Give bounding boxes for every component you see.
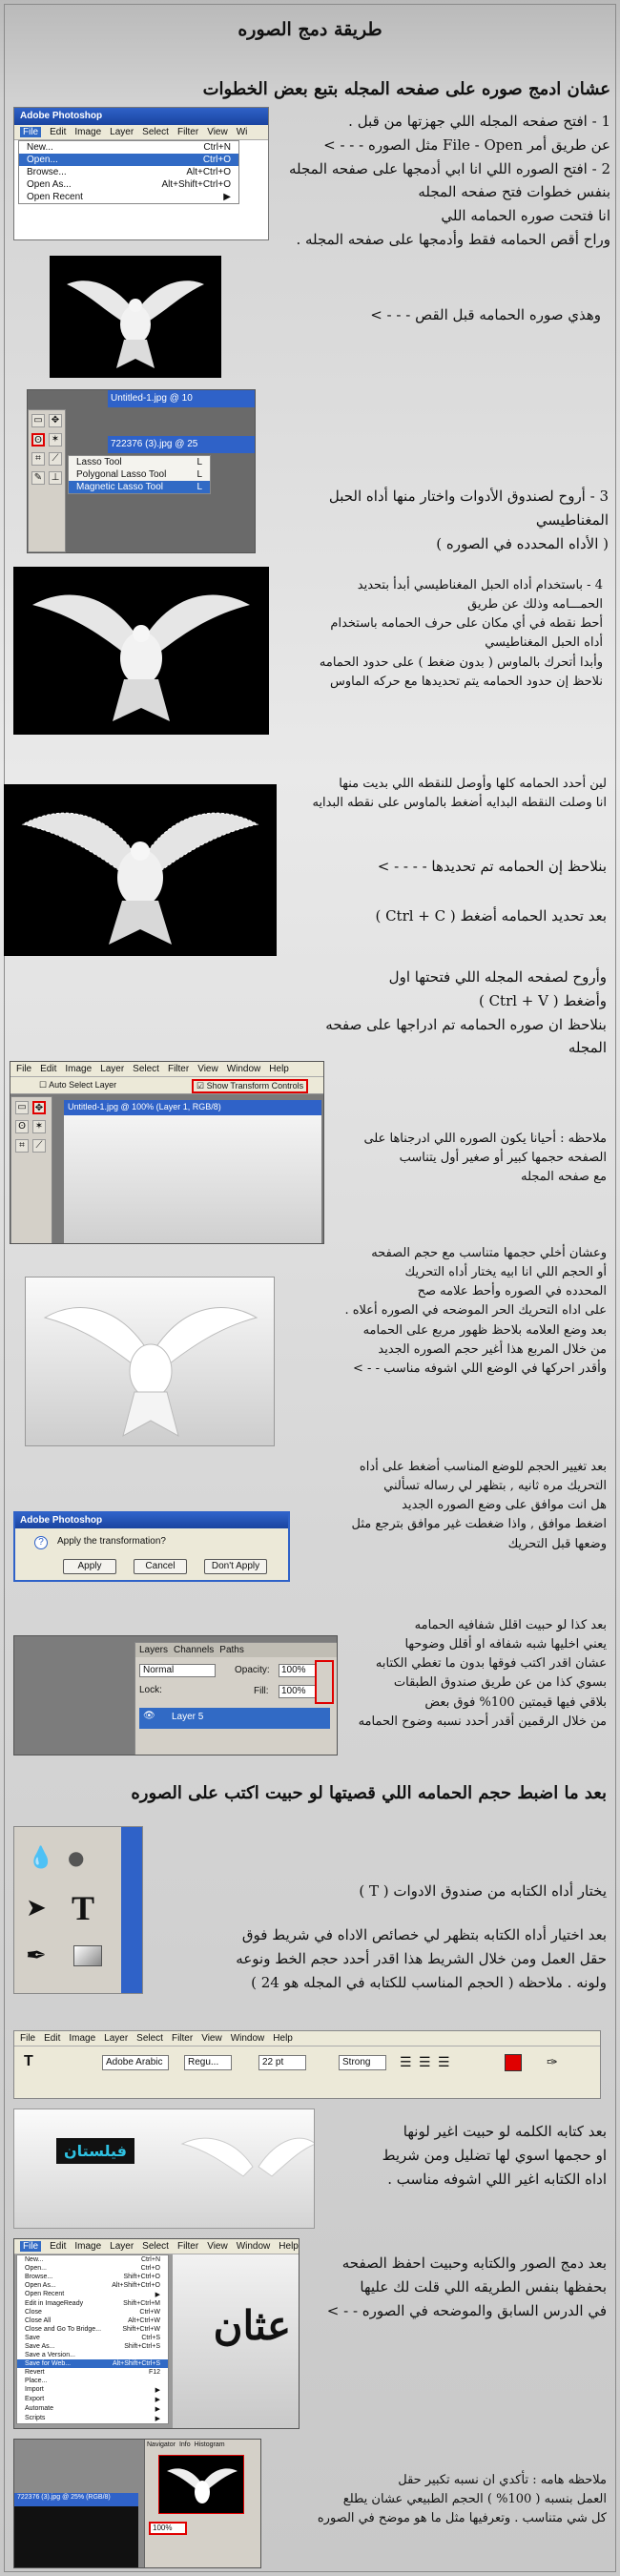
aa-select[interactable]: Strong — [339, 2055, 386, 2070]
show-transform-checkbox[interactable]: ☑ Show Transform Controls — [192, 1079, 308, 1093]
show-transform-label: Show Transform Controls — [206, 1081, 304, 1091]
copy-note: بعد تحديد الحمامه أضغط ( Ctrl + C ) — [375, 907, 607, 924]
step2-line: 2 - افتح الصوره اللي انا ابي أدمجها على صفحه المجله — [288, 159, 610, 177]
opacity-input[interactable]: 100% — [279, 1664, 317, 1677]
resize-line: المحدده في الصوره وأحط علامه صح — [417, 1284, 607, 1299]
zoom-input[interactable]: 100% — [149, 2522, 187, 2535]
dove-image — [159, 2456, 245, 2515]
step4b-line: لين أحدد الحمامه كلها وأوصل للنقطه اللي بديت منها — [339, 777, 607, 791]
menu-item-label: Open Recent — [27, 192, 83, 202]
menu-item[interactable] — [17, 2368, 168, 2377]
color-note — [320, 2120, 607, 2191]
resize-note — [282, 1244, 607, 1379]
dove-image — [13, 567, 269, 735]
lock-label: Lock: — [139, 1685, 162, 1695]
app-titlebar: Adobe Photoshop — [14, 108, 268, 125]
menu-file[interactable]: File — [16, 1064, 32, 1074]
opacity-note — [340, 1616, 607, 1732]
menu-item-label: Magnetic Lasso Tool — [76, 482, 163, 492]
opacity-line: يعني اخليها شبه شفافه او أقلل وضوحها — [404, 1637, 607, 1652]
menu-help[interactable]: Help — [273, 2033, 293, 2044]
menu-item-label: Close — [25, 2309, 42, 2316]
step4-line: نلاحظ إن حدود الحمامه يتم تحديدها مع حركه الماوس — [330, 674, 603, 689]
brush-tool-icon[interactable]: ✎ — [31, 471, 45, 485]
opacity-line: بعد كذا لو حبيت اقلل شفافيه الحمامه — [414, 1618, 607, 1632]
save-line: في الدرس السابق والموضحه في الصوره - - > — [326, 2301, 607, 2319]
font-size-select[interactable]: 22 pt — [258, 2055, 306, 2070]
dove-selecting-image — [13, 567, 269, 735]
fill-label: Fill: — [254, 1686, 269, 1696]
type-options-bar — [14, 2048, 601, 2077]
menu-item[interactable] — [17, 2377, 168, 2385]
menu-edit[interactable]: Edit — [50, 127, 67, 137]
menu-view[interactable]: View — [201, 2033, 222, 2044]
doc-canvas — [173, 2254, 300, 2429]
apply-line: التحريك مره ثانيه , بتظهر لي رساله تسألني — [383, 1479, 607, 1494]
menu-item-shortcut: ▶ — [155, 2406, 160, 2413]
menu-item[interactable] — [17, 2414, 168, 2423]
paste-note — [282, 966, 607, 1060]
menu-item-shortcut: Alt+Shift+Ctrl+O — [112, 2282, 160, 2289]
blend-mode-select[interactable]: Normal — [139, 1664, 216, 1677]
file-dropdown — [16, 2254, 169, 2424]
menu-item[interactable] — [19, 166, 238, 178]
align-right-icon[interactable]: ☰ — [438, 2054, 450, 2069]
menu-item-label: Save As... — [25, 2343, 55, 2350]
menu-item-label: Open... — [27, 155, 58, 165]
text-toolbar-screenshot — [13, 2030, 601, 2099]
menu-item-label: New... — [25, 2256, 44, 2263]
tab-info[interactable]: Info — [178, 2441, 191, 2448]
menu-item[interactable] — [17, 2264, 168, 2273]
warp-text-icon[interactable]: ✑ — [547, 2054, 558, 2069]
menubar — [14, 2031, 600, 2046]
menu-item-label: Automate — [25, 2405, 53, 2412]
menu-item-label: New... — [27, 142, 53, 153]
big-word: عثان — [213, 2302, 291, 2349]
lasso-screenshot — [27, 389, 256, 553]
menubar — [14, 125, 268, 140]
tip-line: ملاحظه : أحيانا يكون الصوره اللي ادرجناها على — [363, 1132, 607, 1146]
menu-item-label: Open As... — [25, 2282, 56, 2289]
apply-button[interactable]: Apply — [63, 1559, 116, 1574]
file-dropdown — [18, 140, 239, 204]
menu-item[interactable] — [69, 468, 210, 481]
text-options-note — [38, 1923, 607, 1994]
menu-item-label: Revert — [25, 2369, 45, 2376]
paste-line: وأروح لصفحه المجله اللي فتحتها اول — [388, 968, 607, 986]
menu-item-label: Scripts — [25, 2415, 46, 2421]
step4-line: 4 - باستخدام أداه الحبل المغناطيسي أبدأ بتحديد — [357, 578, 603, 592]
menu-item[interactable] — [19, 141, 238, 154]
page-title: طريقة دمج الصوره — [238, 19, 382, 40]
opacity-highlight — [315, 1660, 334, 1704]
dialog-title: Adobe Photoshop — [15, 1513, 288, 1528]
marquee-tool-icon[interactable]: ▭ — [15, 1101, 29, 1114]
dove-transform-image — [25, 1277, 275, 1446]
menu-layer[interactable]: Layer — [100, 1064, 125, 1074]
apply-dialog — [13, 1511, 290, 1582]
menu-item-label: Edit in ImageReady — [25, 2300, 84, 2307]
pointer-tool-icon[interactable]: ➤ — [26, 1894, 47, 1922]
menu-item[interactable] — [17, 2351, 168, 2359]
menu-view[interactable]: View — [207, 127, 228, 137]
step3-line: 3 - أروح لصندوق الأدوات واختار منها أداه الحبل المغناطيسي — [328, 488, 609, 529]
auto-select-label: Auto Select Layer — [49, 1080, 117, 1090]
layer-row[interactable] — [139, 1708, 330, 1729]
menu-item[interactable] — [17, 2273, 168, 2281]
opacity-line: بسوي كذا من عن طريق صندوق الطبقات — [393, 1675, 607, 1691]
dove-image — [4, 784, 277, 956]
step4-line: أداه الحبل المغناطيسي — [485, 635, 603, 651]
font-family-select[interactable]: Adobe Arabic — [102, 2055, 169, 2070]
menu-select[interactable]: Select — [142, 2241, 169, 2252]
final-line: ملاحظه هامه : تأكدي ان نسبه تكبير حقل — [398, 2473, 607, 2487]
menu-item-shortcut: ▶ — [155, 2292, 160, 2298]
font-style-select[interactable]: Regu... — [184, 2055, 232, 2070]
menu-item-label: Close All — [25, 2317, 52, 2324]
text-color-swatch[interactable] — [505, 2054, 522, 2071]
apply-line: اضغط موافق , واذا ضغطت غير موافق بترجع مثل — [351, 1517, 607, 1532]
tab-paths[interactable]: Paths — [219, 1645, 244, 1655]
menu-item[interactable] — [69, 481, 210, 493]
menu-item-label: Open Recent — [25, 2291, 65, 2297]
menu-item-label: Save a Version... — [25, 2352, 75, 2358]
menu-item-shortcut: Shift+Ctrl+S — [124, 2343, 160, 2350]
menu-item[interactable] — [17, 2325, 168, 2334]
dove-selected-image — [4, 784, 277, 956]
menu-item[interactable] — [17, 2308, 168, 2316]
align-center-icon[interactable]: ☰ — [419, 2054, 431, 2069]
marquee-tool-icon[interactable]: ▭ — [31, 414, 45, 427]
options-bar — [10, 1077, 323, 1094]
menu-item-shortcut: Ctrl+W — [139, 2309, 160, 2316]
menu-item-shortcut: ▶ — [155, 2416, 160, 2422]
dove-before-cut-text: وهذي صوره الحمامه قبل القص - - - > — [370, 306, 601, 323]
menu-item[interactable] — [19, 191, 238, 203]
menu-filter[interactable]: Filter — [176, 2241, 199, 2252]
menu-layer[interactable]: Layer — [110, 127, 134, 137]
align-left-icon[interactable]: ☰ — [400, 2054, 412, 2069]
navigator-panel — [144, 2440, 261, 2568]
dove-original-image — [50, 256, 221, 378]
menu-item-shortcut: L — [196, 457, 202, 467]
resize-line: أو الحجم اللي انا ابيه يختار أداه التحريك — [404, 1265, 607, 1280]
menu-select[interactable]: Select — [133, 1064, 159, 1074]
lasso-flyout — [68, 455, 211, 494]
tab-layers[interactable]: Layers — [139, 1645, 169, 1655]
menu-edit[interactable]: Edit — [40, 1064, 57, 1074]
doc-title: 722376 (3).jpg @ 25 — [108, 436, 256, 453]
menu-item-label: Browse... — [25, 2274, 53, 2280]
menu-layer[interactable]: Layer — [110, 2241, 134, 2252]
menu-item-shortcut: Ctrl+N — [203, 142, 231, 153]
apply-line: بعد تغيير الحجم للوضع المناسب أضغط على أداه — [359, 1460, 607, 1474]
menu-item[interactable] — [17, 2255, 168, 2264]
layers-tabs — [135, 1643, 338, 1657]
color-line: او حجمها اسوي لها تضليل ومن شريط — [382, 2146, 607, 2164]
type-tool-icon[interactable]: T — [24, 2053, 33, 2069]
dove-image — [14, 2109, 315, 2229]
eye-icon[interactable]: 👁 — [143, 1711, 155, 1721]
menu-item[interactable] — [19, 178, 238, 191]
menu-item-label: Lasso Tool — [76, 457, 122, 467]
opacity-line: من خلال الرقمين أقدر أحدد نسبه وضوح الحمامه — [358, 1714, 607, 1729]
step1-line: عن طريق أمر File - Open مثل الصوره - - - > — [323, 135, 610, 154]
step4b-text — [282, 775, 607, 813]
apply-line: وضعها قبل التحريك — [507, 1536, 607, 1551]
menu-image[interactable]: Image — [69, 2033, 96, 2044]
menu-window[interactable]: Window — [236, 2241, 271, 2252]
menu-filter[interactable]: Filter — [167, 1064, 190, 1074]
menu-window[interactable]: Window — [230, 2033, 265, 2044]
step2-line: وراح أقص الحمامه فقط وأدمجها على صفحه المجله . — [296, 230, 610, 248]
menu-item-label: Save — [25, 2335, 40, 2341]
menu-item[interactable] — [69, 456, 210, 468]
tab-channels[interactable]: Channels — [174, 1645, 215, 1655]
tip-note — [330, 1130, 607, 1187]
move-tool-icon[interactable]: ✥ — [32, 1101, 46, 1114]
cancel-button[interactable]: Cancel — [134, 1559, 187, 1574]
step4b-line: انا وصلت النقطه البدايه أضغط بالماوس على نقطه البدايه — [312, 796, 607, 811]
menu-item-shortcut: L — [196, 482, 202, 492]
final-note — [267, 2471, 607, 2528]
menu-item[interactable] — [17, 2342, 168, 2351]
zoom-screenshot — [13, 2439, 261, 2568]
step3-text — [265, 485, 609, 555]
menu-layer[interactable]: Layer — [104, 2033, 129, 2044]
tab-navigator[interactable]: Navigator — [147, 2441, 176, 2448]
menu-item-label: Polygonal Lasso Tool — [76, 469, 167, 480]
step4-line: الحمـــامه وذلك عن طريق — [467, 597, 603, 613]
menu-item-shortcut: Shift+Ctrl+W — [122, 2326, 160, 2333]
menu-select[interactable]: Select — [136, 2033, 163, 2044]
text-tool-note: يختار أداه الكتابه من صندوق الادوات ( T ) — [359, 1882, 607, 1900]
crop-tool-icon[interactable]: ⌗ — [15, 1139, 29, 1153]
menu-item-shortcut: Ctrl+O — [140, 2265, 160, 2272]
menu-file[interactable]: File — [20, 127, 41, 137]
step4-text — [279, 576, 603, 692]
text-options-line: ولونه . ملاحظه ( الحجم المناسب للكتابه في المجله هو 24 ) — [251, 1973, 607, 1991]
pen-tool-icon[interactable]: ✒ — [26, 1942, 47, 1970]
menu-select[interactable]: Select — [142, 127, 169, 137]
lasso-tool-icon[interactable]: ʘ — [15, 1120, 29, 1133]
menu-item[interactable] — [17, 2395, 168, 2404]
menu-window[interactable]: Window — [226, 1064, 261, 1074]
save-line: بعد دمج الصور والكتابه وحبيت احفظ الصفحه — [341, 2254, 607, 2272]
step1-line: 1 - افتح صفحه المجله اللي جهزتها من قبل . — [348, 113, 610, 130]
menu-item[interactable] — [17, 2316, 168, 2325]
menu-item-shortcut: L — [196, 469, 202, 480]
menu-image[interactable]: Image — [74, 2241, 102, 2252]
menu-item-shortcut: Shift+Ctrl+M — [123, 2300, 160, 2307]
tab-histogram[interactable]: Histogram — [194, 2441, 225, 2448]
apply-note — [296, 1458, 607, 1554]
auto-select-checkbox[interactable]: ☐ Auto Select Layer — [39, 1080, 117, 1090]
color-line: اداه الكتابه اغير اللي اشوفه مناسب . — [387, 2170, 607, 2188]
opacity-label: Opacity: — [235, 1665, 270, 1675]
menu-view[interactable]: View — [197, 1064, 218, 1074]
text-options-line: حقل العمل ومن خلال الشريط هذا اقدر أحدد حجم الخط ونوعه — [236, 1949, 607, 1967]
dont-apply-button[interactable]: Don't Apply — [204, 1559, 267, 1574]
paste-line: المجله — [568, 1039, 607, 1057]
menu-item[interactable] — [17, 2299, 168, 2308]
menu-item-label: Place... — [25, 2378, 48, 2384]
menu-item-shortcut: Shift+Ctrl+O — [123, 2274, 160, 2280]
resize-line: بعد وضع العلامه بلاحظ ظهور مربع على الحمامه — [362, 1322, 607, 1338]
bg-doc-title: Untitled-1.jpg @ 10 — [108, 390, 256, 407]
type-tool-icon[interactable]: T — [72, 1889, 95, 1927]
dialog-message: Apply the transformation? — [57, 1536, 166, 1547]
slice-tool-icon[interactable]: ⟋ — [32, 1139, 46, 1153]
doc-canvas — [64, 1115, 321, 1244]
menu-item-label: Open... — [25, 2265, 47, 2272]
paste-line: بنلاحظ ان صوره الحمامه تم ادراجها على صفحه — [325, 1015, 607, 1033]
write-heading: بعد ما اضبط حجم الحمامه اللي قصيتها لو حبيت اكتب على الصوره — [131, 1783, 607, 1803]
final-line: العمل بنسبه ( 100% ) الحجم الطبيعي عشان يطلع — [342, 2492, 607, 2507]
menu-item[interactable] — [19, 154, 238, 166]
menu-wi[interactable]: Wi — [236, 127, 248, 137]
opacity-line: بلاقي فيها قيمتين 100% فوق بعض — [424, 1694, 607, 1710]
step2-line: بنفس خطوات فتح صفحه المجله — [418, 183, 610, 201]
save-menu-screenshot — [13, 2238, 300, 2429]
color-line: بعد كتابه الكلمه لو حبيت اغير لونها — [403, 2123, 607, 2140]
menu-item-shortcut: Ctrl+N — [140, 2256, 160, 2263]
menu-item-label: Import — [25, 2386, 44, 2393]
selected-note: بنلاحظ إن الحمامه تم تحديدها - - - - > — [377, 858, 607, 875]
resize-line: على اداه التحريك الحر الموضحه في الصوره أعلاه . — [344, 1303, 607, 1319]
layers-screenshot — [13, 1635, 338, 1755]
crop-tool-icon[interactable]: ⌗ — [31, 452, 45, 466]
resize-line: وأقدر احركها في الوضع اللي اشوفه مناسب - - > — [353, 1361, 607, 1376]
menu-item-shortcut: Alt+Ctrl+W — [128, 2317, 160, 2324]
dove-image — [50, 256, 221, 378]
menu-item-label: Save for Web... — [25, 2360, 72, 2367]
lasso-tool-icon[interactable]: ʘ — [31, 433, 45, 447]
question-icon: ? — [34, 1536, 48, 1549]
menubar — [14, 2239, 299, 2254]
menu-help[interactable]: Help — [279, 2241, 299, 2252]
file-menu-screenshot — [13, 107, 269, 240]
menu-item[interactable] — [17, 2334, 168, 2342]
move-tool-screenshot — [10, 1061, 324, 1244]
menu-file[interactable]: File — [20, 2033, 36, 2044]
menu-item[interactable] — [17, 2404, 168, 2414]
menubar — [10, 1062, 323, 1077]
resize-line: وعشان أخلي حجمها متناسب مع حجم الصفحه — [371, 1246, 607, 1260]
text-options-line: بعد اختيار أداه الكتابه بتظهر لي خصائص الاداه في شريط فوق — [241, 1926, 607, 1943]
final-line: كل شي متناسب . وتعرفيها مثل ما هو موضح في الصوره — [317, 2511, 607, 2526]
menu-item-label: Open As... — [27, 179, 72, 190]
sample-word: فيلستان — [56, 2138, 134, 2164]
menu-item-shortcut: Ctrl+S — [141, 2335, 160, 2341]
menu-edit[interactable]: Edit — [50, 2241, 67, 2252]
slice-tool-icon[interactable]: ⟋ — [49, 452, 62, 466]
menu-file[interactable]: File — [20, 2241, 41, 2252]
menu-filter[interactable]: Filter — [176, 127, 199, 137]
step4-line: أحط نقطه في أي مكان على حرف الحمامه باستخدام — [330, 616, 603, 632]
wand-tool-icon[interactable]: ✶ — [32, 1120, 46, 1133]
save-line: بحفظها بنفس الطريقه اللي قلت لك عليها — [360, 2277, 607, 2296]
doc-title: 722376 (3).jpg @ 25% (RGB/8) — [14, 2493, 138, 2506]
sample-text-canvas — [13, 2109, 315, 2229]
step3-line: ( الأداه المحدده في الصوره ) — [436, 534, 609, 552]
step1-text — [277, 110, 610, 252]
menu-item-shortcut: ▶ — [223, 192, 231, 202]
step4-line: وأبدا أتحرك بالماوس ( بدون ضغط ) على حدود الحمامه — [319, 654, 603, 670]
drop-icon[interactable]: 💧 — [28, 1846, 54, 1870]
step2-line: انا فتحت صوره الحمامه اللي — [441, 207, 610, 224]
menu-item-label: Export — [25, 2396, 45, 2402]
tip-line: الصفحه حجمها كبير أو صغير أول يتناسب — [399, 1151, 607, 1166]
menu-item-shortcut: ▶ — [155, 2387, 160, 2394]
menu-item-shortcut: ▶ — [155, 2397, 160, 2403]
menu-item-shortcut: F12 — [148, 2369, 160, 2376]
menu-item-label: Browse... — [27, 167, 67, 177]
tip-line: مع صفحه المجله — [521, 1170, 607, 1185]
move-tool-icon[interactable]: ✥ — [49, 414, 62, 427]
menu-edit[interactable]: Edit — [44, 2033, 61, 2044]
menu-item-shortcut: Alt+Shift+Ctrl+S — [113, 2360, 160, 2367]
navigator-preview — [158, 2455, 244, 2514]
menu-image[interactable]: Image — [65, 1064, 93, 1074]
toolbox — [10, 1096, 52, 1244]
menu-item[interactable] — [17, 2290, 168, 2299]
menu-item-shortcut: Ctrl+O — [202, 155, 231, 165]
paste-line: وأضغط ( Ctrl + V ) — [478, 991, 607, 1009]
smudge-icon[interactable]: ● — [68, 1846, 85, 1869]
toolbox — [28, 409, 66, 552]
save-note — [305, 2252, 607, 2322]
menu-filter[interactable]: Filter — [171, 2033, 194, 2044]
menu-item-shortcut: Alt+Shift+Ctrl+O — [161, 179, 231, 190]
menu-item[interactable] — [17, 2359, 168, 2368]
fill-input[interactable]: 100% — [279, 1685, 317, 1698]
apply-line: هل انت موافق على وضع الصوره الجديد — [402, 1498, 607, 1513]
wand-tool-icon[interactable]: ✶ — [49, 433, 62, 447]
menu-item-label: Close and Go To Bridge... — [25, 2326, 102, 2333]
dove-image — [26, 1278, 275, 1446]
headline: عشان ادمج صوره على صفحه المجله بتبع بعض الخطوات — [202, 79, 610, 99]
menu-image[interactable]: Image — [74, 127, 102, 137]
doc-title: Untitled-1.jpg @ 100% (Layer 1, RGB/8) — [64, 1100, 321, 1115]
layers-panel — [134, 1642, 338, 1755]
menu-view[interactable]: View — [207, 2241, 228, 2252]
menu-item[interactable] — [17, 2385, 168, 2395]
menu-item-shortcut: Alt+Ctrl+O — [186, 167, 231, 177]
opacity-line: عشان اقدر اكتب فوقها بدون ما تغطي الكتابه — [375, 1656, 607, 1672]
menu-help[interactable]: Help — [269, 1064, 289, 1074]
resize-line: من خلال المربع هذا أغير حجم الصوره الجديد — [378, 1341, 607, 1357]
navigator-tabs — [145, 2440, 261, 2450]
menu-item[interactable] — [17, 2281, 168, 2290]
doc-canvas — [14, 2506, 138, 2568]
stamp-tool-icon[interactable]: ⊥ — [49, 471, 62, 485]
layer-name: Layer 5 — [172, 1712, 204, 1722]
